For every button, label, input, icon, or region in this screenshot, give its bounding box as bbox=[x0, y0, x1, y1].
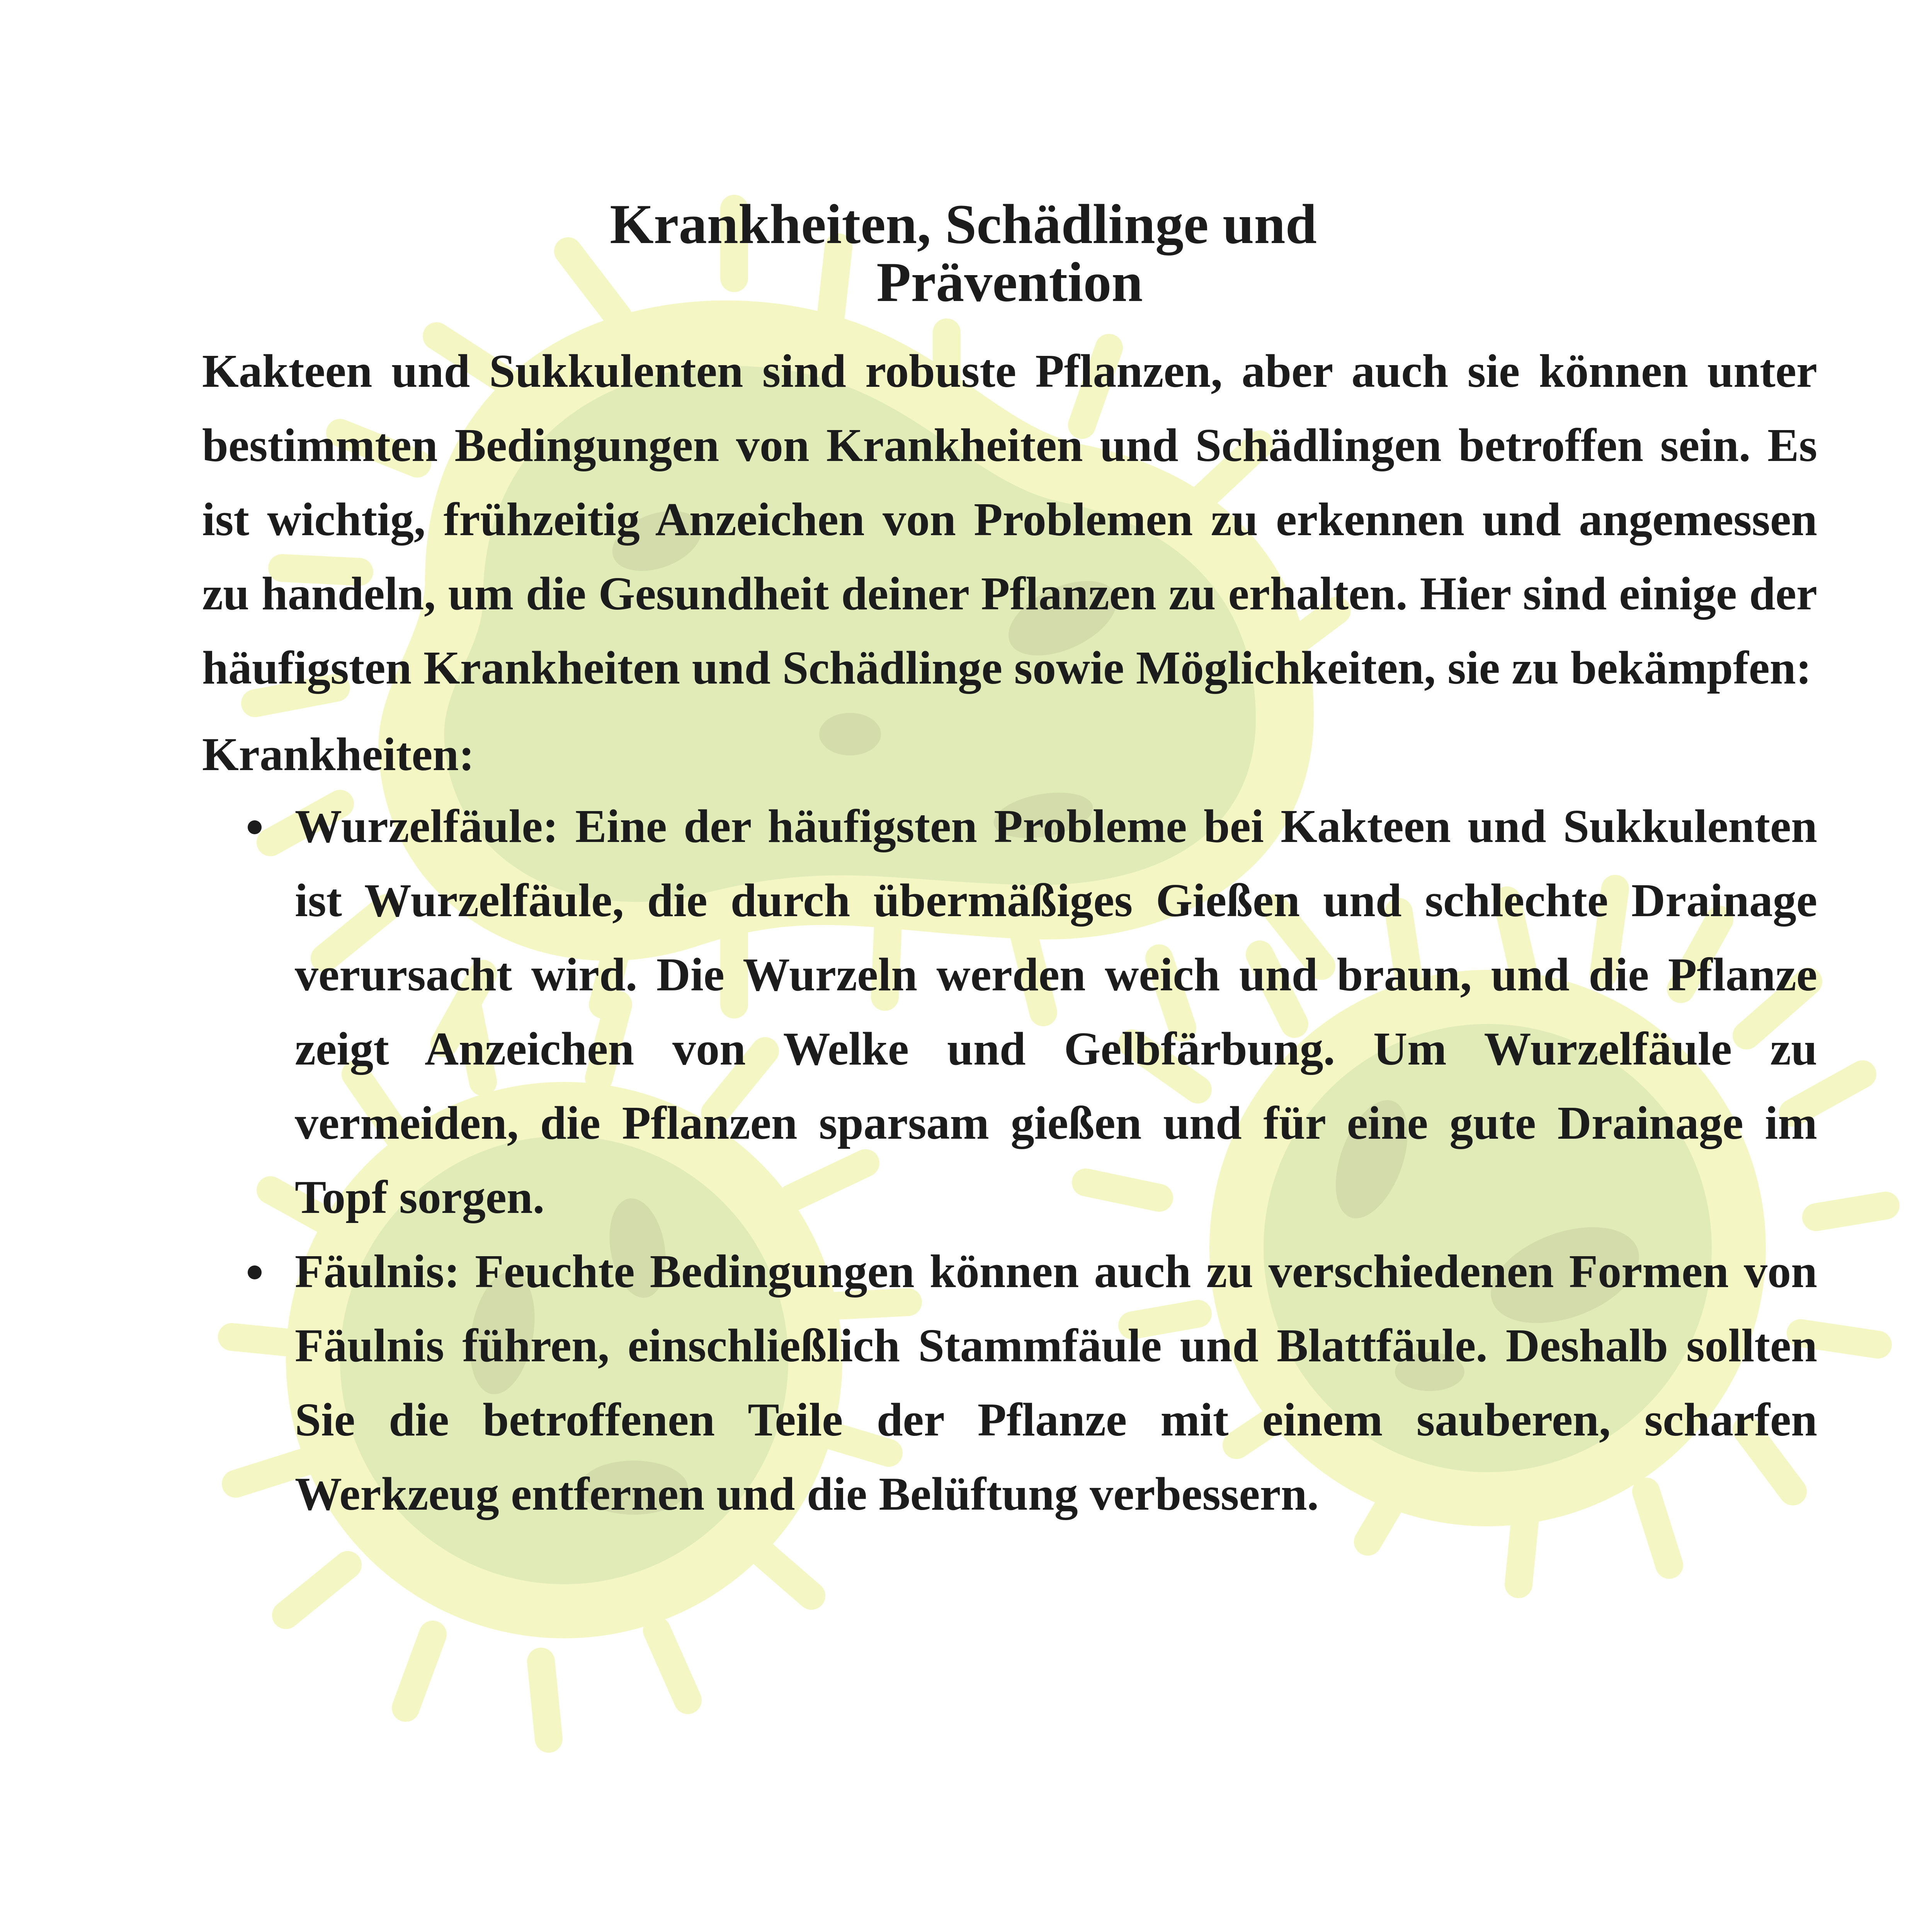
list-item-wurzelfaeule bbox=[202, 789, 1817, 1235]
list-item-text: Fäulnis: Feuchte Bedingungen können auch zu verschiedenen Formen von Fäulnis führen, einschließlich Stammfäule und Blattfäule. Deshalb sollten Sie die betroffenen Teile der Pflanze mit einem sauberen, scharfen Werkzeug entfernen und die Belüftung verbessern. bbox=[295, 1245, 1817, 1520]
bullet-icon bbox=[248, 820, 262, 834]
list-item-text: Wurzelfäule: Eine der häufigsten Probleme bei Kakteen und Sukkulenten ist Wurzelfäule, die durch übermäßiges Gießen und schlechte Drainage verursacht wird. Die Wurzeln werden weich und braun, und die Pflanze zeigt Anzeichen von Welke und Gelbfärbung. Um Wurzelfäule zu vermeiden, die Pflanzen sparsam gießen und für eine gute Drainage im Topf sorgen. bbox=[295, 800, 1817, 1223]
title-line-1: Krankheiten, Schädlinge und bbox=[610, 193, 1317, 255]
title-line-2: Prävention bbox=[876, 251, 1143, 313]
intro-paragraph: Kakteen und Sukkulenten sind robuste Pflanzen, aber auch sie können unter bestimmten Bedingungen von Krankheiten und Schädlingen betroffen sein. Es ist wichtig, frühzeitig Anzeichen von Problemen zu erkennen und angemessen zu handeln, um die Gesundheit deiner Pflanzen zu erhalten. Hier sind einige der häufigsten Krankheiten und Schädlinge sowie Möglichkeiten, sie zu bekämpfen: bbox=[202, 345, 1817, 694]
bullet-icon bbox=[248, 1265, 262, 1279]
list-item-faeulnis bbox=[202, 1235, 1817, 1531]
page-title bbox=[202, 195, 1817, 311]
document-content bbox=[202, 195, 1817, 1531]
section-heading-krankheiten: Krankheiten: bbox=[202, 728, 474, 781]
disease-list bbox=[202, 789, 1817, 1531]
